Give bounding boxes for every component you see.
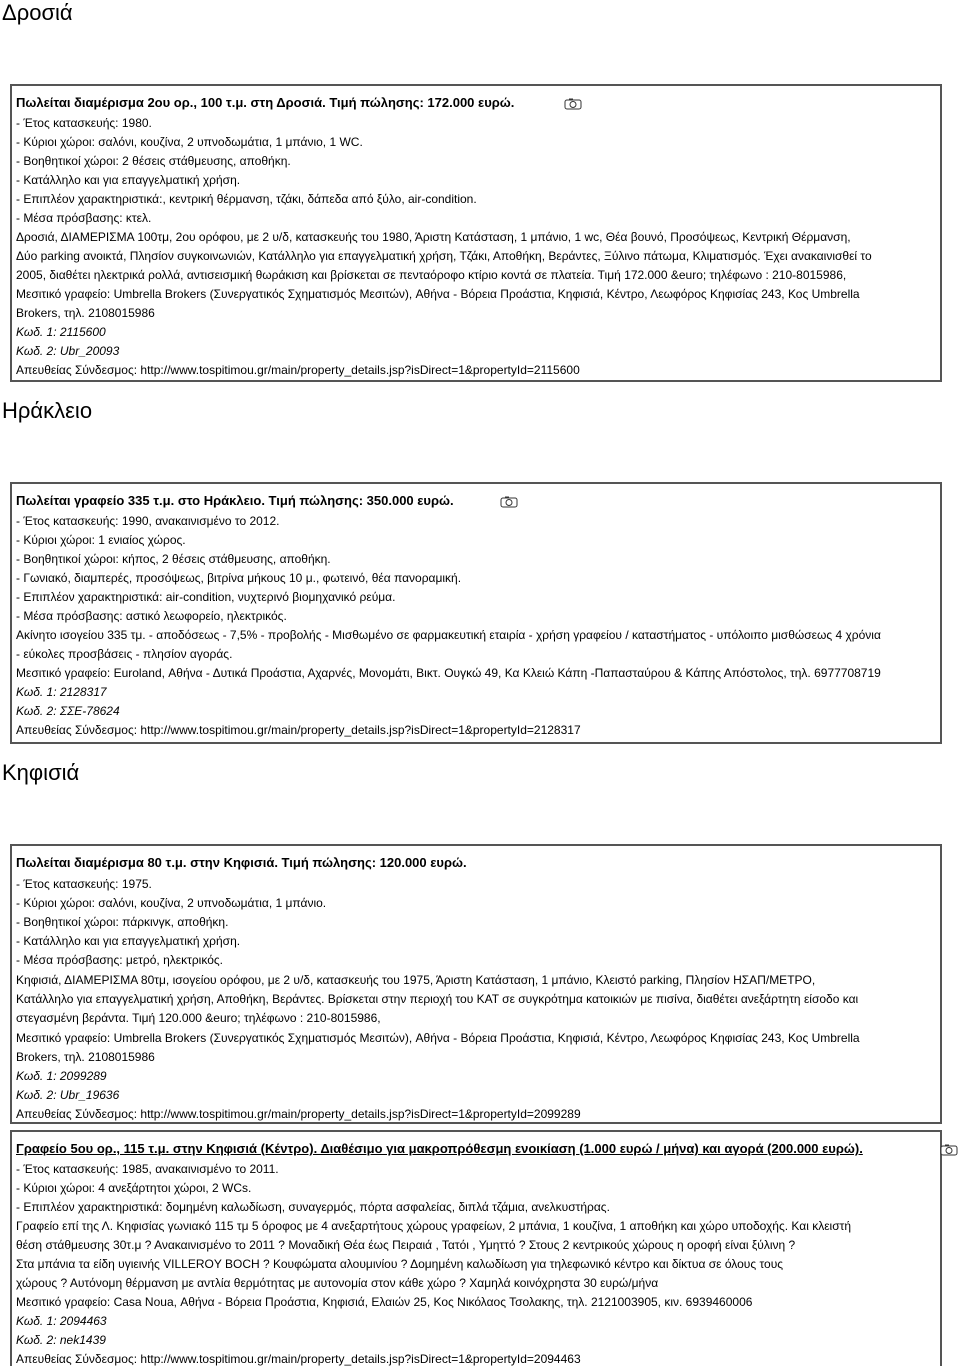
listing-title: Πωλείται διαμέρισμα 80 τ.μ. στην Κηφισιά. Τιμή πώλησης: 120.000 ευρώ. (16, 855, 467, 870)
listing-direct-link[interactable]: Απευθείας Σύνδεσμος: http://www.tospitimou.gr/main/property_details.jsp?isDirect=1&propertyId=2115600 (16, 363, 580, 377)
listing-card-irakleio (10, 482, 942, 744)
listing-line: - Κύριοι χώροι: σαλόνι, κουζίνα, 2 υπνοδωμάτια, 1 μπάνιο. (16, 896, 327, 910)
listing-agency: Brokers, τηλ. 2108015986 (16, 306, 155, 320)
listing-code-2: Κωδ. 2: Ubr_19636 (16, 1088, 120, 1102)
listing-code-2: Κωδ. 2: ΣΣΕ-78624 (16, 704, 120, 718)
listing-agency: Brokers, τηλ. 2108015986 (16, 1050, 155, 1064)
listing-description: 2005, διαθέτει ηλεκτρικά ρολλά, αντισεισμική θωράκιση και βρίσκεται σε πενταόροφο κτίριο κοντά σε πλατεία. Τιμή 172.000 &euro; τηλέφωνο : 210-8015986, (16, 268, 847, 282)
listing-agency: Μεσιτικό γραφείο: Euroland, Αθήνα - Δυτικά Προάστια, Αχαρνές, Μονομάτι, Βικτ. Ουγκώ 49, Κα Κλειώ Κάπη -Παπασταύρου & Κάπης Απόστολος, τηλ. 6977708719 (16, 666, 881, 680)
listing-description: Ακίνητο ισογείου 335 τμ. - αποδόσεως - 7,5% - προβολής - Μισθωμένο σε φαρμακευτική εταιρία - χρήση γραφείου / καταστήματος - υπόλοιπο μισθώσεως 4 χρόνια (16, 628, 881, 642)
section-title-drosia: Δροσιά (2, 0, 73, 25)
listing-line: - Κατάλληλο και για επαγγελματική χρήση. (16, 934, 241, 948)
listing-line: - Μέσα πρόσβασης: αστικό λεωφορείο, ηλεκτρικός. (16, 609, 287, 623)
listing-line: - Έτος κατασκευής: 1990, ανακαινισμένο το 2012. (16, 514, 280, 528)
listing-agency: Μεσιτικό γραφείο: Umbrella Brokers (Συνεργατικός Σχηματισμός Μεσιτών), Αθήνα - Βόρεια Προάστια, Κηφισιά, Κέντρο, Λεωφόρος Κηφισίας 243, Κος Umbrella (16, 287, 860, 301)
listing-code-1: Κωδ. 1: 2115600 (16, 325, 106, 339)
listing-line: - Γωνιακό, διαμπερές, προσόψεως, βιτρίνα μήκους 10 μ., φωτεινό, θέα πανοραμική. (16, 571, 462, 585)
listing-agency: Μεσιτικό γραφείο: Umbrella Brokers (Συνεργατικός Σχηματισμός Μεσιτών), Αθήνα - Βόρεια Προάστια, Κηφισιά, Κέντρο, Λεωφόρος Κηφισίας 243, Κος Umbrella (16, 1031, 860, 1045)
listing-description: Δύο parking ανοικτά, Πλησίον συγκοινωνιών, Κατάλληλο για επαγγελματική χρήση, Τζάκι, Αποθήκη, Βεράντες, Ξύλινο πάτωμα, Κλιματισμός. Έχει ανακαινισθεί το (16, 249, 872, 263)
listing-card-kifisia-2 (10, 1130, 942, 1366)
listing-agency: Μεσιτικό γραφείο: Casa Noua, Αθήνα - Βόρεια Προάστια, Κηφισιά, Ελαιών 25, Κος Νικόλαος Τσολακης, τηλ. 2121003905, κιν. 6939460006 (16, 1295, 753, 1309)
listing-line: - Έτος κατασκευής: 1985, ανακαινισμένο το 2011. (16, 1162, 279, 1176)
listing-code-1: Κωδ. 1: 2128317 (16, 685, 107, 699)
listing-card-drosia (10, 84, 942, 382)
listing-line: - Επιπλέον χαρακτηριστικά:, κεντρική θέρμανση, τζάκι, δάπεδα από ξύλο, air-condition. (16, 192, 477, 206)
listing-code-2: Κωδ. 2: Ubr_20093 (16, 344, 120, 358)
listing-description: Δροσιά, ΔΙΑΜΕΡΙΣΜΑ 100τμ, 2ου ορόφου, με 2 υ/δ, κατασκευής του 1980, Άριστη Κατάσταση, 1 μπάνιο, 1 wc, Θέα βουνό, Προσόψεως, Κεντρική Θέρμανση, (16, 230, 851, 244)
listing-line: - Κύριοι χώροι: 4 ανεξάρτητοι χώροι, 2 WCs. (16, 1181, 252, 1195)
listing-line: - Μέσα πρόσβασης: κτελ. (16, 211, 152, 225)
listing-line: - Έτος κατασκευής: 1975. (16, 877, 152, 891)
listing-code-1: Κωδ. 1: 2099289 (16, 1069, 107, 1083)
section-title-irakleio: Ηράκλειο (2, 398, 93, 423)
listing-description: θέση στάθμευσης 30τ.μ ? Ανακαινισμένο το 2011 ? Μοναδική Θέα έως Πειραιά , Τατόι , Υμηττό ? Στους 2 κεντρικούς χώρους η οροφή είναι ξύλινη ? (16, 1238, 796, 1252)
listing-code-1: Κωδ. 1: 2094463 (16, 1314, 107, 1328)
listing-line: - Κατάλληλο και για επαγγελματική χρήση. (16, 173, 241, 187)
listing-description: Γραφείο επί της Λ. Κηφισίας γωνιακό 115 τμ 5 όροφος με 4 ανεξαρτήτους χώρους γραφείων, 2 μπάνια, 1 κουζίνα, 1 αποθήκη και χώρο υποδοχής. Και κλειστή (16, 1219, 852, 1233)
listing-code-2: Κωδ. 2: nek1439 (16, 1333, 106, 1347)
listing-line: - Βοηθητικοί χώροι: 2 θέσεις στάθμευσης, αποθήκη. (16, 154, 291, 168)
listing-description: στεγασμένη βεράντα. Τιμή 120.000 &euro; τηλέφωνο : 210-8015986, (16, 1011, 381, 1025)
listing-description: Κατάλληλο για επαγγελματική χρήση, Αποθήκη, Βεράντες. Βρίσκεται στην περιοχή του ΚΑΤ σε συγκρότημα κατοικιών με πισίνα, διαθέτει ανεξάρτητη είσοδο και (16, 992, 859, 1006)
listing-line: - Κύριοι χώροι: 1 ενιαίος χώρος. (16, 533, 186, 547)
listing-line: - Επιπλέον χαρακτηριστικά: air-condition, νυχτερινό βιομηχανικό ρεύμα. (16, 590, 396, 604)
listing-direct-link[interactable]: Απευθείας Σύνδεσμος: http://www.tospitimou.gr/main/property_details.jsp?isDirect=1&propertyId=2099289 (16, 1107, 581, 1121)
listing-description: Κηφισιά, ΔΙΑΜΕΡΙΣΜΑ 80τμ, ισογείου ορόφου, με 2 υ/δ, κατασκευής του 1975, Άριστη Κατάσταση, 1 μπάνιο, Κλειστό parking, Πλησίον ΗΣΑΠ/ΜΕΤΡΟ, (16, 973, 816, 987)
camera-icon[interactable] (500, 496, 518, 508)
listing-line: - Επιπλέον χαρακτηριστικά: δομημένη καλωδίωση, συναγερμός, πόρτα ασφαλείας, διπλά τζάμια, ανελκυστήρας. (16, 1200, 610, 1214)
listing-direct-link[interactable]: Απευθείας Σύνδεσμος: http://www.tospitimou.gr/main/property_details.jsp?isDirect=1&propertyId=2094463 (16, 1352, 581, 1366)
listing-line: - Κύριοι χώροι: σαλόνι, κουζίνα, 2 υπνοδωμάτια, 1 μπάνιο, 1 WC. (16, 135, 363, 149)
listing-title: Πωλείται διαμέρισμα 2ου ορ., 100 τ.μ. στη Δροσιά. Τιμή πώλησης: 172.000 ευρώ. (16, 95, 515, 110)
camera-icon[interactable] (564, 98, 582, 110)
listing-description: - εύκολες προσβάσεις - πλησίον αγοράς. (16, 647, 233, 661)
listing-direct-link[interactable]: Απευθείας Σύνδεσμος: http://www.tospitimou.gr/main/property_details.jsp?isDirect=1&propertyId=2128317 (16, 723, 581, 737)
listing-card-kifisia-1 (10, 844, 942, 1124)
listing-description: Στα μπάνια τα είδη υγιεινής VILLEROY BOCH ? Κουφώματα αλουμινίου ? Δομημένη καλωδίωση για τηλεφωνικό κέντρο και δίκτυα σε όλους τους (16, 1257, 784, 1271)
listing-line: - Βοηθητικοί χώροι: πάρκινγκ, αποθήκη. (16, 915, 229, 929)
listing-line: - Βοηθητικοί χώροι: κήπος, 2 θέσεις στάθμευσης, αποθήκη. (16, 552, 331, 566)
camera-icon[interactable] (940, 1144, 958, 1156)
listing-title: Πωλείται γραφείο 335 τ.μ. στο Ηράκλειο. Τιμή πώλησης: 350.000 ευρώ. (16, 493, 454, 508)
listing-description: χώρους ? Αυτόνομη θέρμανση με αντλία θερμότητας με αυτονομία στον κάθε χώρο ? Χαμηλά κοινόχρηστα 30 ευρώ/μήνα (16, 1276, 659, 1290)
section-title-kifisia: Κηφισιά (2, 760, 80, 785)
listing-line: - Μέσα πρόσβασης: μετρό, ηλεκτρικός. (16, 953, 223, 967)
listing-title: Γραφείο 5ου ορ., 115 τ.μ. στην Κηφισιά (Κέντρο). Διαθέσιμο για μακροπρόθεσμη ενοικίαση (1.000 ευρώ / μήνα) και αγορά (200.000 ευρώ). (16, 1141, 863, 1156)
listing-line: - Έτος κατασκευής: 1980. (16, 116, 152, 130)
